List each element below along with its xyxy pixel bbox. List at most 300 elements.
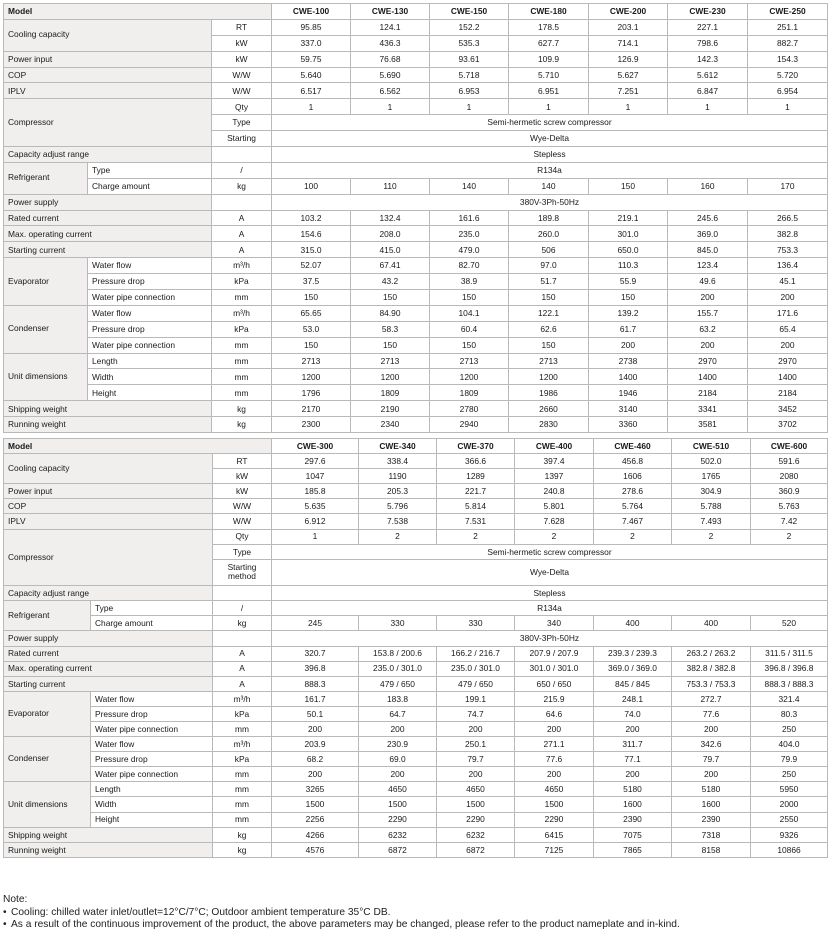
value-cell: 5.801 [515,499,594,514]
row-label: Power supply [4,631,213,646]
value-cell: 200 [272,722,359,737]
unit-cell: W/W [212,83,272,99]
group-label: Evaporator [4,691,91,736]
value-cell: 200 [272,767,359,782]
group-label: Unit dimensions [4,353,88,401]
table-row [4,258,828,274]
value-cell: 2340 [351,417,430,433]
unit-cell: Qty [212,99,272,115]
value-cell: 110 [351,178,430,194]
bullet-icon: • [3,906,7,918]
table-row [4,401,828,417]
sub-label: Pressure drop [91,752,213,767]
value-cell: 479 / 650 [359,676,437,691]
table-row [4,147,828,163]
value-cell: 240.8 [515,484,594,499]
merged-value: Semi-hermetic screw compressor [272,115,828,131]
value-cell: 2713 [430,353,509,369]
value-cell: 1 [509,99,589,115]
value-cell: 7125 [515,842,594,857]
value-cell: 2190 [351,401,430,417]
notes [3,894,829,932]
unit-cell: kPa [213,706,272,721]
table-row [4,99,828,115]
value-cell: 77.6 [515,752,594,767]
value-cell: 4576 [272,842,359,857]
value-cell: 154.3 [748,51,828,67]
value-cell: 6232 [359,827,437,842]
value-cell: 278.6 [594,484,672,499]
unit-cell [213,631,272,646]
unit-cell: W/W [213,514,272,529]
value-cell: 753.3 / 753.3 [672,676,751,691]
sub-label: Type [88,162,212,178]
unit-cell: m³/h [213,737,272,752]
value-cell: 150 [351,290,430,306]
value-cell: 714.1 [589,35,668,51]
value-cell: 150 [430,290,509,306]
unit-cell: mm [212,369,272,385]
value-cell: 74.0 [594,706,672,721]
value-cell: 1500 [437,797,515,812]
value-cell: 400 [594,616,672,631]
value-cell: 4650 [437,782,515,797]
table-row [4,321,828,337]
value-cell: 136.4 [748,258,828,274]
value-cell: 123.4 [668,258,748,274]
value-cell: 139.2 [589,305,668,321]
value-cell: 382.8 / 382.8 [672,661,751,676]
table-row [4,514,828,529]
unit-cell: mm [213,797,272,812]
table-row [4,369,828,385]
value-cell: 235.0 [430,226,509,242]
value-cell: 200 [589,337,668,353]
value-cell: 1606 [594,469,672,484]
value-cell: 200 [672,767,751,782]
table-row [4,484,828,499]
unit-cell: kg [213,616,272,631]
table-row [4,752,828,767]
group-label: Refrigerant [4,601,91,631]
table-row [4,51,828,67]
sub-label: Height [91,812,213,827]
value-cell: 2 [672,529,751,544]
value-cell: 84.90 [351,305,430,321]
value-cell: 52.07 [272,258,351,274]
value-cell: 161.6 [430,210,509,226]
value-cell: 2000 [751,797,828,812]
unit-cell: kW [212,51,272,67]
unit-cell: W/W [213,499,272,514]
value-cell: 301.0 [589,226,668,242]
value-cell: 520 [751,616,828,631]
value-cell: 2738 [589,353,668,369]
value-cell: 456.8 [594,454,672,469]
value-cell: 207.9 / 207.9 [515,646,594,661]
value-cell: 77.6 [672,706,751,721]
sub-label: Width [91,797,213,812]
table-row [4,305,828,321]
merged-value: Wye-Delta [272,559,828,585]
table-row [4,646,828,661]
value-cell: 1 [430,99,509,115]
value-cell: 200 [359,722,437,737]
value-cell: 79.9 [751,752,828,767]
value-cell: 124.1 [351,19,430,35]
table-row [4,178,828,194]
value-cell: 200 [594,767,672,782]
value-cell: 396.8 [272,661,359,676]
value-cell: 3265 [272,782,359,797]
value-cell: 888.3 / 888.3 [751,676,828,691]
value-cell: 5180 [594,782,672,797]
value-cell: 50.1 [272,706,359,721]
table-row [4,797,828,812]
value-cell: 297.6 [272,454,359,469]
merged-value: R134a [272,162,828,178]
value-cell: 153.8 / 200.6 [359,646,437,661]
value-cell: 369.0 / 369.0 [594,661,672,676]
value-cell: 80.3 [751,706,828,721]
value-cell: 7075 [594,827,672,842]
sub-label: Water pipe connection [88,290,212,306]
table-row [4,274,828,290]
value-cell: 9326 [751,827,828,842]
unit-cell: mm [213,722,272,737]
value-cell: 3360 [589,417,668,433]
value-cell: 1946 [589,385,668,401]
unit-cell [213,586,272,601]
value-cell: 3341 [668,401,748,417]
value-cell: 150 [351,337,430,353]
merged-value: R134a [272,601,828,616]
value-cell: 59.75 [272,51,351,67]
value-cell: 311.5 / 311.5 [751,646,828,661]
value-cell: 436.3 [351,35,430,51]
value-cell: 5.690 [351,67,430,83]
value-cell: 150 [272,290,351,306]
unit-cell: kg [212,401,272,417]
value-cell: 330 [437,616,515,631]
value-cell: 400 [672,616,751,631]
value-cell: 502.0 [672,454,751,469]
value-cell: 2 [515,529,594,544]
value-cell: 203.9 [272,737,359,752]
value-cell: 5.640 [272,67,351,83]
unit-cell: Type [213,544,272,559]
value-cell: 2940 [430,417,509,433]
notes-title: Note: [3,894,28,905]
row-label: Shipping weight [4,827,213,842]
row-label: Max. operating current [4,226,212,242]
model-name: CWE-400 [515,439,594,454]
value-cell: 271.1 [515,737,594,752]
value-cell: 65.65 [272,305,351,321]
value-cell: 1 [589,99,668,115]
value-cell: 61.7 [589,321,668,337]
group-label: Cooling capacity [4,19,212,51]
value-cell: 2390 [594,812,672,827]
row-label: Power input [4,484,213,499]
value-cell: 97.0 [509,258,589,274]
value-cell: 2290 [437,812,515,827]
value-cell: 888.3 [272,676,359,691]
unit-cell: kPa [212,274,272,290]
value-cell: 627.7 [509,35,589,51]
row-label: Capacity adjust range [4,147,212,163]
table-row [4,827,828,842]
value-cell: 140 [430,178,509,194]
value-cell: 1765 [672,469,751,484]
table-row [4,722,828,737]
model-name: CWE-230 [668,4,748,20]
value-cell: 535.3 [430,35,509,51]
value-cell: 2390 [672,812,751,827]
value-cell: 199.1 [437,691,515,706]
value-cell: 189.8 [509,210,589,226]
value-cell: 74.7 [437,706,515,721]
row-label: Max. operating current [4,661,213,676]
value-cell: 110.3 [589,258,668,274]
value-cell: 221.7 [437,484,515,499]
sub-label: Charge amount [91,616,213,631]
unit-cell: m³/h [213,691,272,706]
value-cell: 185.8 [272,484,359,499]
value-cell: 320.7 [272,646,359,661]
value-cell: 2080 [751,469,828,484]
value-cell: 2 [594,529,672,544]
value-cell: 506 [509,242,589,258]
value-cell: 100 [272,178,351,194]
sub-label: Water pipe connection [88,337,212,353]
value-cell: 251.1 [748,19,828,35]
value-cell: 4650 [359,782,437,797]
value-cell: 1 [351,99,430,115]
table-row [4,454,828,469]
merged-value: Wye-Delta [272,131,828,147]
value-cell: 2780 [430,401,509,417]
value-cell: 60.4 [430,321,509,337]
value-cell: 51.7 [509,274,589,290]
unit-cell: kg [213,842,272,857]
value-cell: 132.4 [351,210,430,226]
value-cell: 311.7 [594,737,672,752]
table-row [4,737,828,752]
table-row [4,353,828,369]
value-cell: 7.42 [751,514,828,529]
value-cell: 1500 [272,797,359,812]
value-cell: 7.538 [359,514,437,529]
value-cell: 7.493 [672,514,751,529]
row-label: Rated current [4,646,213,661]
value-cell: 2 [751,529,828,544]
value-cell: 2184 [668,385,748,401]
value-cell: 5.627 [589,67,668,83]
bullet-icon: • [3,919,7,930]
value-cell: 37.5 [272,274,351,290]
row-label: IPLV [4,514,213,529]
value-cell: 3452 [748,401,828,417]
unit-cell: mm [213,767,272,782]
table-row [4,194,828,210]
unit-cell: A [212,210,272,226]
value-cell: 65.4 [748,321,828,337]
value-cell: 150 [509,290,589,306]
value-cell: 200 [359,767,437,782]
value-cell: 650.0 [589,242,668,258]
value-cell: 340 [515,616,594,631]
value-cell: 1600 [594,797,672,812]
merged-value: Stepless [272,586,828,601]
value-cell: 404.0 [751,737,828,752]
unit-cell: m³/h [212,258,272,274]
sub-label: Pressure drop [91,706,213,721]
value-cell: 200 [437,722,515,737]
sub-label: Pressure drop [88,274,212,290]
model-name: CWE-460 [594,439,672,454]
value-cell: 2970 [748,353,828,369]
sub-label: Charge amount [88,178,212,194]
value-cell: 77.1 [594,752,672,767]
unit-cell [212,147,272,163]
value-cell: 235.0 / 301.0 [359,661,437,676]
row-label: Shipping weight [4,401,212,417]
row-label: Running weight [4,842,213,857]
value-cell: 1200 [430,369,509,385]
value-cell: 1809 [430,385,509,401]
unit-cell: kg [212,417,272,433]
unit-cell: mm [212,290,272,306]
value-cell: 2660 [509,401,589,417]
value-cell: 166.2 / 216.7 [437,646,515,661]
value-cell: 58.3 [351,321,430,337]
value-cell: 2713 [272,353,351,369]
value-cell: 1500 [515,797,594,812]
value-cell: 5.635 [272,499,359,514]
unit-cell: mm [213,812,272,827]
row-label: Rated current [4,210,212,226]
table-row [4,706,828,721]
value-cell: 200 [748,337,828,353]
table-row [4,661,828,676]
value-cell: 6.953 [430,83,509,99]
sub-label: Water pipe connection [91,767,213,782]
value-cell: 342.6 [672,737,751,752]
sub-label: Type [91,601,213,616]
value-cell: 2184 [748,385,828,401]
value-cell: 5.814 [437,499,515,514]
value-cell: 6.954 [748,83,828,99]
table-row [4,631,828,646]
value-cell: 1289 [437,469,515,484]
value-cell: 1 [272,99,351,115]
value-cell: 79.7 [437,752,515,767]
model-name: CWE-180 [509,4,589,20]
value-cell: 69.0 [359,752,437,767]
value-cell: 3140 [589,401,668,417]
value-cell: 160 [668,178,748,194]
value-cell: 1986 [509,385,589,401]
value-cell: 38.9 [430,274,509,290]
value-cell: 2 [437,529,515,544]
value-cell: 68.2 [272,752,359,767]
value-cell: 200 [515,767,594,782]
value-cell: 250.1 [437,737,515,752]
value-cell: 266.5 [748,210,828,226]
table-row [4,242,828,258]
value-cell: 55.9 [589,274,668,290]
row-label: Starting current [4,242,212,258]
value-cell: 6.847 [668,83,748,99]
table-row [4,767,828,782]
value-cell: 93.61 [430,51,509,67]
value-cell: 154.6 [272,226,351,242]
value-cell: 152.2 [430,19,509,35]
model-name: CWE-200 [589,4,668,20]
value-cell: 103.2 [272,210,351,226]
value-cell: 95.85 [272,19,351,35]
value-cell: 798.6 [668,35,748,51]
table-row [4,226,828,242]
unit-cell: mm [212,385,272,401]
row-label: Power input [4,51,212,67]
unit-cell: Qty [213,529,272,544]
unit-cell: kPa [213,752,272,767]
value-cell: 155.7 [668,305,748,321]
value-cell: 7.251 [589,83,668,99]
value-cell: 4650 [515,782,594,797]
value-cell: 263.2 / 263.2 [672,646,751,661]
value-cell: 5.764 [594,499,672,514]
value-cell: 140 [509,178,589,194]
unit-cell: kg [212,178,272,194]
model-name: CWE-300 [272,439,359,454]
value-cell: 235.0 / 301.0 [437,661,515,676]
value-cell: 2256 [272,812,359,827]
value-cell: 76.68 [351,51,430,67]
value-cell: 62.6 [509,321,589,337]
value-cell: 7318 [672,827,751,842]
value-cell: 7.628 [515,514,594,529]
value-cell: 6.951 [509,83,589,99]
value-cell: 1200 [351,369,430,385]
merged-value: 380V-3Ph-50Hz [272,194,828,210]
table-header-row [4,439,828,454]
value-cell: 1047 [272,469,359,484]
note-item [3,919,829,932]
sub-label: Length [91,782,213,797]
merged-value: Stepless [272,147,828,163]
note-item [3,907,829,920]
value-cell: 200 [668,290,748,306]
row-label: Starting current [4,676,213,691]
unit-cell: Starting method [213,559,272,585]
value-cell: 150 [589,178,668,194]
unit-cell: mm [212,337,272,353]
group-label: Compressor [4,529,213,586]
unit-cell: RT [212,19,272,35]
sub-label: Height [88,385,212,401]
value-cell: 6872 [437,842,515,857]
value-cell: 2970 [668,353,748,369]
value-cell: 2 [359,529,437,544]
model-name: CWE-340 [359,439,437,454]
value-cell: 150 [509,337,589,353]
value-cell: 1796 [272,385,351,401]
table-row [4,385,828,401]
value-cell: 1 [668,99,748,115]
